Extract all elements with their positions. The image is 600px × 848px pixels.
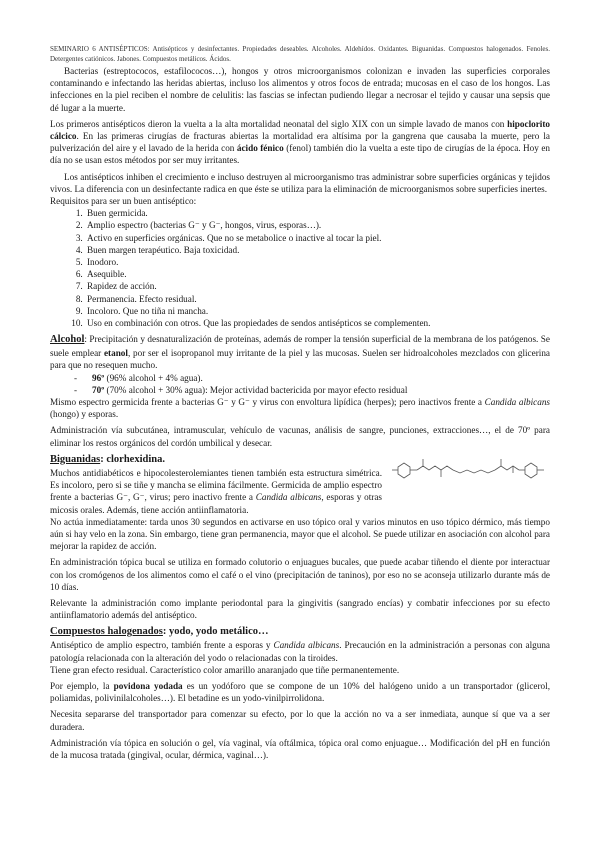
hipoclorito-term: hipoclorito cálcico: [50, 118, 550, 142]
biguanidas-wrap-text: [50, 467, 382, 516]
biguanidas-heading: Biguanidas: clorhexidina.: [50, 453, 165, 465]
alcohol-spectrum-paragraph: Mismo espectro germicida frente a bacterias G⁻ y G⁻ y virus con envoltura lipídica (herpes); pero inactivos frente a Candida albicans (hongo) y esporas.: [50, 397, 550, 420]
list-item: - 70º (70% alcohol + 30% agua): Mejor actividad bactericida por mayor efecto residual: [92, 384, 550, 396]
list-item: 1. Buen germicida.: [85, 207, 550, 219]
povidona-term: povidona yodada: [113, 680, 183, 691]
biguanidas-oral-paragraph: En administración tópica bucal se utiliza en formado colutorio o enjuagues bucales, que puede acabar tiñendo el diente por interactuar con los cromógenos de los alimentos como el café o el vino (precipitación de taninos), por eso no se aconseja utilizarlo durante más de 10 días.: [50, 557, 550, 592]
list-item: 10. Uso en combinación con otros. Que las propiedades de sendos antisépticos se complementen.: [85, 317, 550, 329]
biguanidas-section: [50, 453, 550, 516]
history-paragraph: Los primeros antisépticos dieron la vuelta a la alta mortalidad neonatal del siglo XIX con un simple lavado de manos con hipoclorito cálcico. En las primeras cirugías de fracturas abiertas la mortalidad era altísima por la gangrena que causaba la muerte, pero la pulverización del aire y el lavado de la herida con ácido fénico (fenol) también dio la vuelta a este tipo de cirugías de la época. Hoy en día no se usan estos métodos por ser muy irritantes.: [50, 118, 550, 166]
acido-fenico-term: ácido fénico: [236, 143, 284, 154]
definition-paragraph: Los antisépticos inhiben el crecimiento e incluso destruyen al microorganismo tras administrar sobre superficies orgánicas y tejidos vivos. La diferencia con un desinfectante radica en que éste se utiliza para la eliminación de microorganismos sobre superficies inertes.: [50, 171, 550, 194]
halogenados-admin-paragraph: Administración vía tópica en solución o gel, vía vaginal, vía oftálmica, tópica oral como enjuague… Modificación del pH en función de la mucosa tratada (gingival, ocular, dérmica, vaginal…).: [50, 737, 550, 760]
halogenados-release-paragraph: Necesita separarse del transportador para comenzar su efecto, por lo que la acción no va a ser inmediata, aunque sí que va a ser duradera.: [50, 709, 550, 732]
halogenados-residual-paragraph: Tiene gran efecto residual. Característico color amarillo anaranjado que tiñe permanentemente.: [50, 664, 400, 675]
list-item: 4. Buen margen terapéutico. Baja toxicidad.: [85, 244, 550, 256]
alcohol-heading: Alcohol: [50, 334, 85, 346]
list-item: 7. Rapidez de acción.: [85, 280, 550, 292]
requirements-title: Requisitos para ser un buen antiséptico:: [50, 196, 197, 207]
document-page: [50, 44, 550, 761]
page-header: SEMINARIO 6 ANTISÉPTICOS: Antisépticos y desinfectantes. Propiedades deseables. Alcoholes. Aldehídos. Oxidantes. Biguanidas. Compuestos halogenados. Fenoles. Detergentes catiónicos. Jabones. Compuestos metálicos. Ácidos.: [50, 45, 550, 63]
etanol-term: etanol: [103, 348, 128, 359]
povidona-paragraph: Por ejemplo, la povidona yodada es un yodóforo que se compone de un 10% del halógeno unido a un transportador (glicerol, poliamidas, polivinilalcoholes…). El betadine es un yodo-vinilpirrolidona.: [50, 680, 550, 704]
list-item: 6. Asequible.: [85, 268, 550, 280]
halogenados-spectrum-paragraph: Antiséptico de amplio espectro, también frente a esporas y Candida albicans. Precaución en la administración a personas con alguna patología relacionada con la alteración del yodo o relacionadas con la tiroides.: [50, 640, 550, 663]
alcohol-dash-list: [50, 372, 550, 396]
biguanidas-intro-paragraph: Muchos antidiabéticos e hipocolesterolemiantes tienen también esta estructura simétrica. Es incoloro, pero si se tiñe y mancha se elimina fácilmente. Germicida de amplio espectro frente a bacterias G⁻, G⁻, virus; pero inactivo frente a Candida albicans, esporas y otras micosis orales. Además, tiene acción antiinflamatoria.: [50, 467, 382, 515]
list-item: 3. Activo en superficies orgánicas. Que no se metabolice o inactive al tocar la piel.: [85, 232, 550, 244]
biguanidas-timing-paragraph: No actúa inmediatamente: tarda unos 30 segundos en activarse en uso tópico oral y varios minutos en uso tópico dérmico, más tiempo aún si hay velo en la zona. Sin embargo, tiene gran permanencia, mayor que el alcohol. Se puede utilizar en asociación con alcohol para mejorar la rapidez de acción.: [50, 516, 550, 552]
intro-paragraph: Bacterias (estreptococos, estafilococos…), hongos y otros microorganismos colonizan e invaden las superficies corporales contaminando e infectando las heridas abiertas, incluso los alimentos y otros focos de entrada; mucosas en el caso de los hongos. Las infecciones en la piel reciben el nombre de celulitis: las fascias se infectan pudiendo llegar a necrosar el tejido y causar una sepsis que dé lugar a la muerte.: [50, 66, 550, 113]
requirements-list: [50, 207, 550, 329]
biguanidas-implant-paragraph: Relevante la administración como implante periodontal para la gingivitis (sangrado encías) y combatir infecciones por su efecto antiinflamatorio además del antiséptico.: [50, 597, 550, 621]
alcohol-paragraph: Alcohol: Precipitación y desnaturalización de proteínas, además de romper la tensión superficial de la membrana de los patógenos. Se suele emplear etanol, por ser el isopropanol muy irritante de la piel y las mucosas. Suelen ser hidroalcoholes mezclados con glicerina para que no resequen mucho.: [50, 334, 550, 371]
list-item: - 96º (96% alcohol + 4% agua).: [92, 372, 550, 384]
list-item: 5. Inodoro.: [85, 256, 550, 268]
clorhexidina-structure-figure: [390, 453, 550, 493]
list-item: 8. Permanencia. Efecto residual.: [85, 293, 550, 305]
list-item: 9. Incoloro. Que no tiña ni mancha.: [85, 305, 550, 317]
alcohol-admin-paragraph: Administración vía subcutánea, intramuscular, vehículo de vacunas, análisis de sangre, punciones, extracciones…, el de 70º para eliminar los restos orgánicos del cordón umbilical y desecar.: [50, 425, 550, 448]
list-item: 2. Amplio espectro (bacterias G⁻ y G⁻, hongos, virus, esporas…).: [85, 219, 550, 231]
halogenados-heading: Compuestos halogenados: yodo, yodo metálico…: [50, 626, 269, 638]
